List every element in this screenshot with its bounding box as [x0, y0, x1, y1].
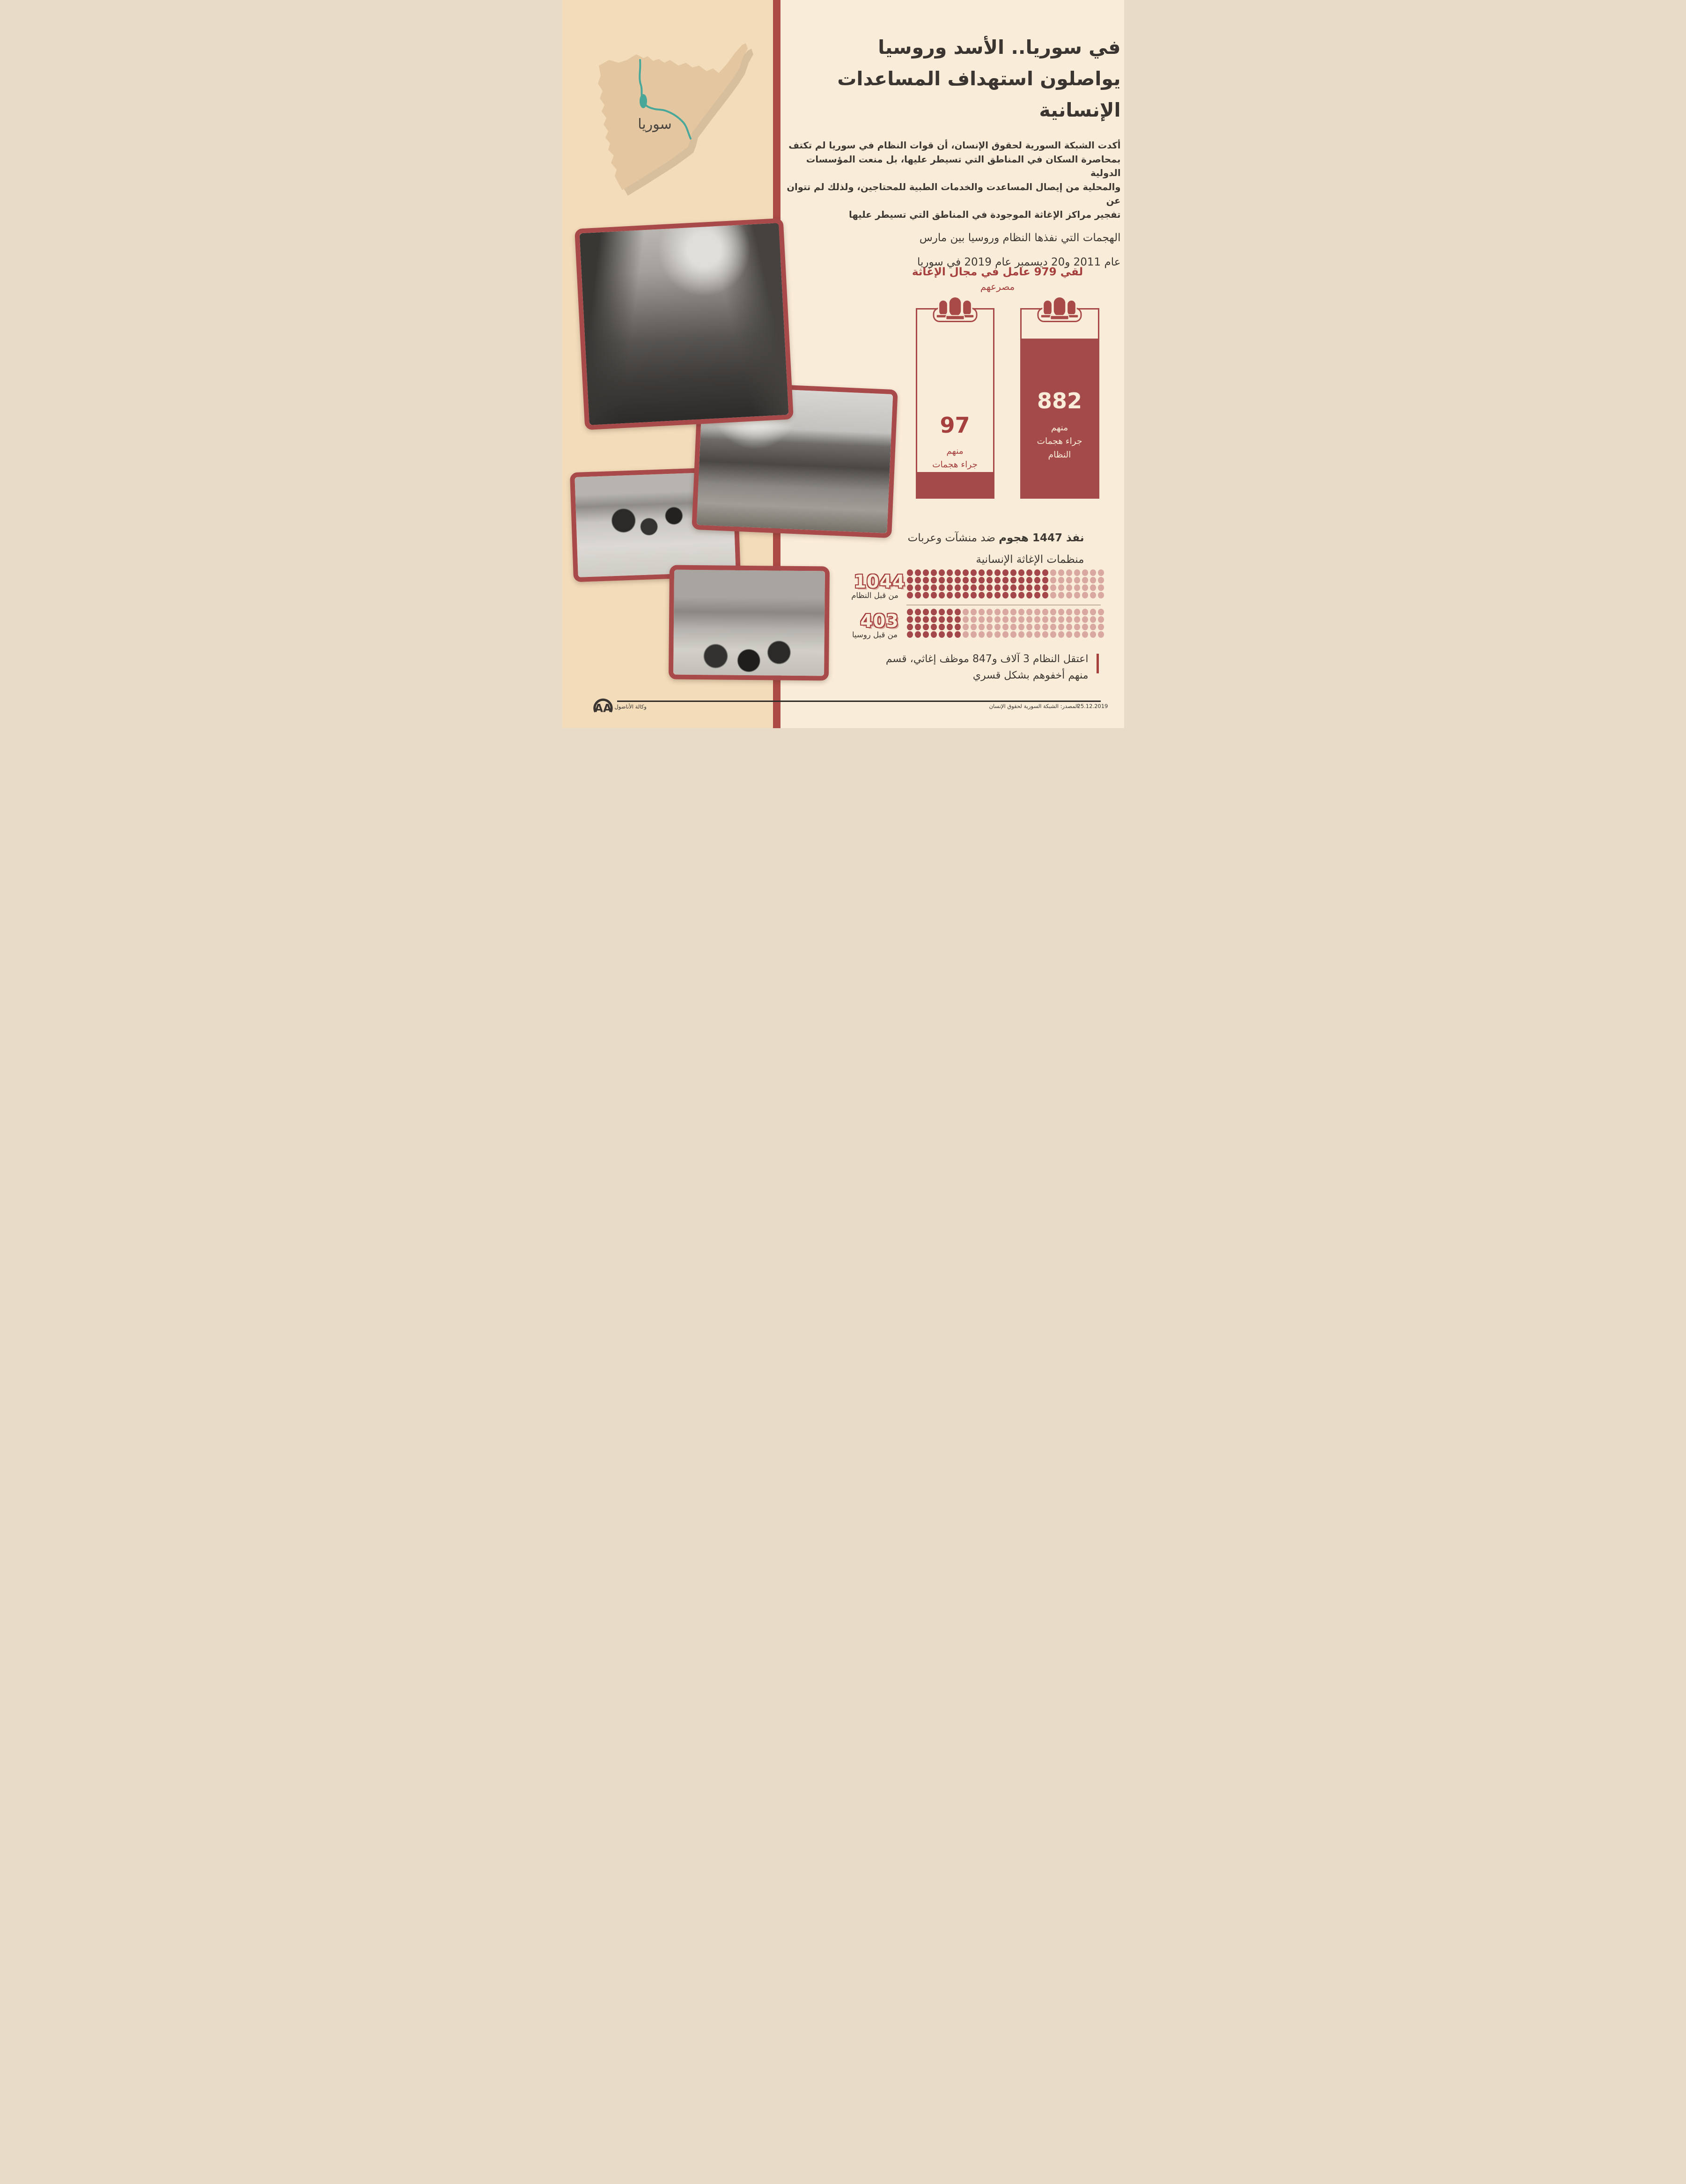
- dot-dark: [1010, 592, 1016, 598]
- dot-light: [987, 631, 993, 638]
- dot-dark: [939, 631, 945, 638]
- dot-light: [987, 616, 993, 623]
- dot-light: [1010, 616, 1016, 623]
- dot-light: [979, 631, 985, 638]
- shells-icon: [1037, 295, 1082, 325]
- russia-attacks-dot-matrix: [906, 609, 1104, 638]
- dot-dark: [907, 584, 913, 591]
- title-line-1: في سوريا.. الأسد وروسيا: [878, 36, 1121, 59]
- dot-light: [1050, 577, 1056, 583]
- dot-light: [1082, 624, 1088, 630]
- dot-light: [1082, 577, 1088, 583]
- dot-light: [1018, 624, 1024, 630]
- dot-light: [1018, 616, 1024, 623]
- dot-light: [963, 609, 969, 615]
- dot-dark: [907, 624, 913, 630]
- dot-light: [1098, 592, 1104, 598]
- dot-light: [1058, 609, 1064, 615]
- dot-light: [1074, 577, 1080, 583]
- dot-dark: [979, 569, 985, 576]
- dot-light: [1090, 569, 1096, 576]
- dot-row: [906, 592, 1104, 598]
- dot-dark: [955, 609, 961, 615]
- regime-bar-fill: [1020, 339, 1099, 499]
- dot-light: [1010, 609, 1016, 615]
- dot-light: [1026, 616, 1032, 623]
- deaths-headline: لقي 979 عامل في مجال الإغاثة: [912, 266, 1083, 278]
- dot-dark: [907, 609, 913, 615]
- deaths-headline-sub: مصرعهم: [980, 281, 1015, 292]
- dot-light: [1066, 592, 1072, 598]
- regime-attacks-dot-matrix: [906, 569, 1104, 598]
- dot-dark: [939, 609, 945, 615]
- dot-row: [906, 624, 1104, 630]
- dot-light: [1074, 609, 1080, 615]
- dot-dark: [955, 569, 961, 576]
- dot-light: [979, 624, 985, 630]
- dot-dark: [979, 592, 985, 598]
- dot-dark: [1042, 569, 1048, 576]
- photo-image: [579, 223, 788, 425]
- page-title: [790, 32, 1121, 126]
- dot-dark: [923, 624, 929, 630]
- dot-light: [1066, 584, 1072, 591]
- dot-dark: [923, 569, 929, 576]
- bar-russia: [916, 308, 994, 499]
- regime-attacks-value: 1044: [854, 571, 906, 592]
- dot-dark: [1002, 569, 1009, 576]
- dot-dark: [987, 569, 993, 576]
- dot-dark: [963, 569, 969, 576]
- dot-light: [1058, 577, 1064, 583]
- infographic-page: [562, 0, 1124, 728]
- dot-dark: [1026, 592, 1032, 598]
- svg-text:AA: AA: [594, 701, 611, 714]
- dot-light: [1066, 577, 1072, 583]
- publish-date: 25.12.2019: [1077, 703, 1108, 709]
- dot-light: [971, 609, 977, 615]
- dot-light: [1042, 616, 1048, 623]
- dot-dark: [1018, 592, 1024, 598]
- dot-light: [1082, 609, 1088, 615]
- dot-dark: [963, 577, 969, 583]
- anadolu-agency-logo: [592, 695, 614, 714]
- dot-light: [1002, 624, 1009, 630]
- dot-dark: [907, 577, 913, 583]
- dot-light: [963, 616, 969, 623]
- dot-light: [1082, 584, 1088, 591]
- dot-dark: [955, 616, 961, 623]
- dot-dark: [931, 616, 937, 623]
- dot-light: [971, 616, 977, 623]
- dot-dark: [1002, 584, 1009, 591]
- dot-light: [1058, 592, 1064, 598]
- dot-dark: [939, 592, 945, 598]
- dot-dark: [931, 609, 937, 615]
- dot-dark: [979, 577, 985, 583]
- dot-dark: [1034, 569, 1040, 576]
- dot-light: [1002, 609, 1009, 615]
- dot-light: [1042, 624, 1048, 630]
- dot-light: [1034, 624, 1040, 630]
- regime-deaths-value: 882: [1037, 388, 1082, 413]
- dot-dark: [979, 584, 985, 591]
- dot-dark: [971, 577, 977, 583]
- dot-dark: [1018, 584, 1024, 591]
- dot-dark: [931, 569, 937, 576]
- dot-light: [1098, 631, 1104, 638]
- map-country-label: سوريا: [638, 116, 672, 133]
- dot-dark: [923, 577, 929, 583]
- dot-light: [1066, 609, 1072, 615]
- dot-light: [1050, 569, 1056, 576]
- photo-image: [673, 570, 825, 676]
- dot-light: [971, 631, 977, 638]
- dot-light: [987, 624, 993, 630]
- dot-dark: [915, 584, 921, 591]
- dot-light: [1090, 616, 1096, 623]
- dot-light: [1074, 592, 1080, 598]
- dot-light: [1090, 609, 1096, 615]
- dot-dark: [931, 584, 937, 591]
- dot-dark: [915, 631, 921, 638]
- dot-light: [1018, 631, 1024, 638]
- regime-deaths-label: منهم جراء هجمات النظام: [1037, 423, 1082, 460]
- dot-dark: [907, 616, 913, 623]
- dot-light: [1050, 624, 1056, 630]
- dot-dark: [994, 584, 1001, 591]
- dot-dark: [939, 577, 945, 583]
- dot-light: [1026, 624, 1032, 630]
- attacks-1447-header: نفذ 1447 هجوم ضد منشآت وعربات منظمات الإغاثة الإنسانية: [907, 532, 1084, 566]
- dot-light: [1010, 624, 1016, 630]
- dot-dark: [915, 592, 921, 598]
- russia-deaths-value: 97: [940, 413, 970, 438]
- dot-dark: [923, 592, 929, 598]
- dot-dark: [987, 577, 993, 583]
- dot-light: [1082, 616, 1088, 623]
- dot-light: [1002, 631, 1009, 638]
- dot-light: [1098, 624, 1104, 630]
- dot-dark: [923, 609, 929, 615]
- dot-dark: [1018, 569, 1024, 576]
- dot-light: [1066, 631, 1072, 638]
- dot-row: [906, 631, 1104, 638]
- attacks-period-header: الهجمات التي نفذها النظام وروسيا بين مارس عام 2011 و20 ديسمبر عام 2019 في سوريا: [917, 232, 1121, 268]
- russia-bar-fill: [916, 472, 994, 499]
- dot-dark: [907, 592, 913, 598]
- dot-dark: [971, 592, 977, 598]
- dot-dark: [915, 577, 921, 583]
- dot-light: [1058, 624, 1064, 630]
- dot-dark: [955, 577, 961, 583]
- dot-light: [1066, 624, 1072, 630]
- shells-icon: [932, 295, 978, 325]
- dot-light: [1066, 569, 1072, 576]
- dot-dark: [923, 584, 929, 591]
- dot-light: [1050, 616, 1056, 623]
- dot-light: [1090, 624, 1096, 630]
- dot-light: [1034, 631, 1040, 638]
- dot-dark: [947, 577, 953, 583]
- dot-light: [1050, 592, 1056, 598]
- dot-dark: [947, 584, 953, 591]
- dot-light: [1098, 609, 1104, 615]
- dot-dark: [1026, 569, 1032, 576]
- dot-light: [1082, 631, 1088, 638]
- title-line-2: يواصلون استهداف المساعدات: [837, 67, 1121, 90]
- dot-light: [994, 631, 1001, 638]
- dot-dark: [947, 616, 953, 623]
- dot-row: [906, 609, 1104, 615]
- dot-light: [1082, 569, 1088, 576]
- source-credit: المصدر: الشبكة السورية لحقوق الإنسان: [989, 703, 1079, 709]
- intro-paragraph: أكدت الشبكة السورية لحقوق الإنسان، أن قوات النظام في سوريا لم تكتف بمحاصرة السكان في المناطق التي تسيطر عليها، بل منعت المؤسسات الدولية والمحلية من إيصال المساعدت والخدمات الطبية للمحتاجين، ولذلك لم تتوان عن تفجير مراكز الإغاثة الموجودة في المناطق التي تسيطر عليها: [787, 140, 1121, 220]
- dot-light: [1002, 616, 1009, 623]
- dot-dark: [947, 569, 953, 576]
- dot-light: [1050, 584, 1056, 591]
- dot-dark: [947, 592, 953, 598]
- dot-light: [1090, 592, 1096, 598]
- dot-dark: [963, 584, 969, 591]
- dot-row: [906, 577, 1104, 583]
- dot-row: [906, 584, 1104, 591]
- dot-light: [963, 631, 969, 638]
- dot-dark: [1002, 592, 1009, 598]
- dot-light: [1098, 584, 1104, 591]
- dot-dark: [1002, 577, 1009, 583]
- dot-dark: [994, 592, 1001, 598]
- dot-dark: [955, 624, 961, 630]
- dot-light: [1074, 584, 1080, 591]
- footer-line: [617, 701, 1101, 702]
- dot-dark: [939, 584, 945, 591]
- dot-dark: [963, 592, 969, 598]
- dot-dark: [1042, 577, 1048, 583]
- dot-dark: [1042, 584, 1048, 591]
- dot-dark: [1034, 592, 1040, 598]
- dot-dark: [931, 631, 937, 638]
- dot-dark: [1010, 584, 1016, 591]
- dot-dark: [1010, 569, 1016, 576]
- dot-dark: [939, 624, 945, 630]
- dot-light: [1082, 592, 1088, 598]
- photo-rubble-crowd: [668, 565, 829, 681]
- dot-dark: [971, 584, 977, 591]
- dot-dark: [947, 631, 953, 638]
- dot-dark: [994, 569, 1001, 576]
- dot-light: [1042, 631, 1048, 638]
- russia-attacks-label: من قبل روسيا: [852, 630, 898, 639]
- dot-light: [994, 624, 1001, 630]
- dot-dark: [915, 569, 921, 576]
- dot-row: [906, 616, 1104, 623]
- dot-light: [1058, 584, 1064, 591]
- dot-dark: [1010, 577, 1016, 583]
- dot-light: [1026, 609, 1032, 615]
- dot-dark: [955, 584, 961, 591]
- dot-light: [1034, 616, 1040, 623]
- dot-light: [1090, 584, 1096, 591]
- dot-dark: [955, 631, 961, 638]
- dot-dark: [987, 584, 993, 591]
- dot-dark: [931, 592, 937, 598]
- dot-light: [1050, 631, 1056, 638]
- dot-light: [979, 616, 985, 623]
- dot-dark: [931, 577, 937, 583]
- dot-dark: [907, 631, 913, 638]
- dot-dark: [1034, 577, 1040, 583]
- dot-light: [1074, 569, 1080, 576]
- russia-deaths-label: منهم جراء هجمات: [932, 446, 978, 470]
- dot-light: [1098, 577, 1104, 583]
- dot-dark: [915, 616, 921, 623]
- dot-light: [987, 609, 993, 615]
- dot-dark: [971, 569, 977, 576]
- dot-light: [1058, 631, 1064, 638]
- dot-dark: [939, 616, 945, 623]
- dot-dark: [947, 609, 953, 615]
- dot-light: [1058, 616, 1064, 623]
- russia-attacks-value: 403: [860, 611, 899, 631]
- dot-light: [994, 609, 1001, 615]
- dot-light: [994, 616, 1001, 623]
- dot-dark: [931, 624, 937, 630]
- dot-dark: [923, 631, 929, 638]
- dot-dark: [947, 624, 953, 630]
- dot-light: [1010, 631, 1016, 638]
- title-line-3: الإنسانية: [1039, 99, 1121, 121]
- detention-note: اعتقل النظام 3 آلاف و847 موظف إغاثي، قسم منهم أخفوهم بشكل قسري: [885, 653, 1089, 681]
- dot-light: [971, 624, 977, 630]
- dot-dark: [915, 609, 921, 615]
- detention-accent-bar: [1097, 654, 1099, 673]
- dot-dark: [1018, 577, 1024, 583]
- dot-dark: [955, 592, 961, 598]
- dot-light: [1066, 616, 1072, 623]
- dot-dark: [915, 624, 921, 630]
- dot-dark: [907, 569, 913, 576]
- dot-light: [1074, 624, 1080, 630]
- dot-light: [1018, 609, 1024, 615]
- dot-row: [906, 569, 1104, 576]
- dot-light: [1090, 631, 1096, 638]
- attacks-1447-bold: نفذ 1447 هجوم: [999, 532, 1084, 544]
- dot-dark: [1026, 577, 1032, 583]
- dot-light: [979, 609, 985, 615]
- dot-light: [1074, 616, 1080, 623]
- dot-light: [1034, 609, 1040, 615]
- dot-dark: [1034, 584, 1040, 591]
- bar-regime: [1020, 308, 1099, 499]
- dot-light: [963, 624, 969, 630]
- dot-light: [1058, 569, 1064, 576]
- dot-light: [1074, 631, 1080, 638]
- dot-light: [1026, 631, 1032, 638]
- dot-dark: [1026, 584, 1032, 591]
- dot-light: [1098, 616, 1104, 623]
- dot-dark: [994, 577, 1001, 583]
- dot-light: [1042, 609, 1048, 615]
- dot-light: [1050, 609, 1056, 615]
- regime-attacks-label: من قبل النظام: [851, 591, 898, 600]
- dot-light: [1098, 569, 1104, 576]
- dot-light: [1090, 577, 1096, 583]
- agency-name: وكالة الأناضول: [614, 703, 647, 710]
- photo-casualty-carry: [574, 218, 794, 430]
- dot-dark: [939, 569, 945, 576]
- dot-dark: [923, 616, 929, 623]
- dot-dark: [987, 592, 993, 598]
- dot-dark: [1042, 592, 1048, 598]
